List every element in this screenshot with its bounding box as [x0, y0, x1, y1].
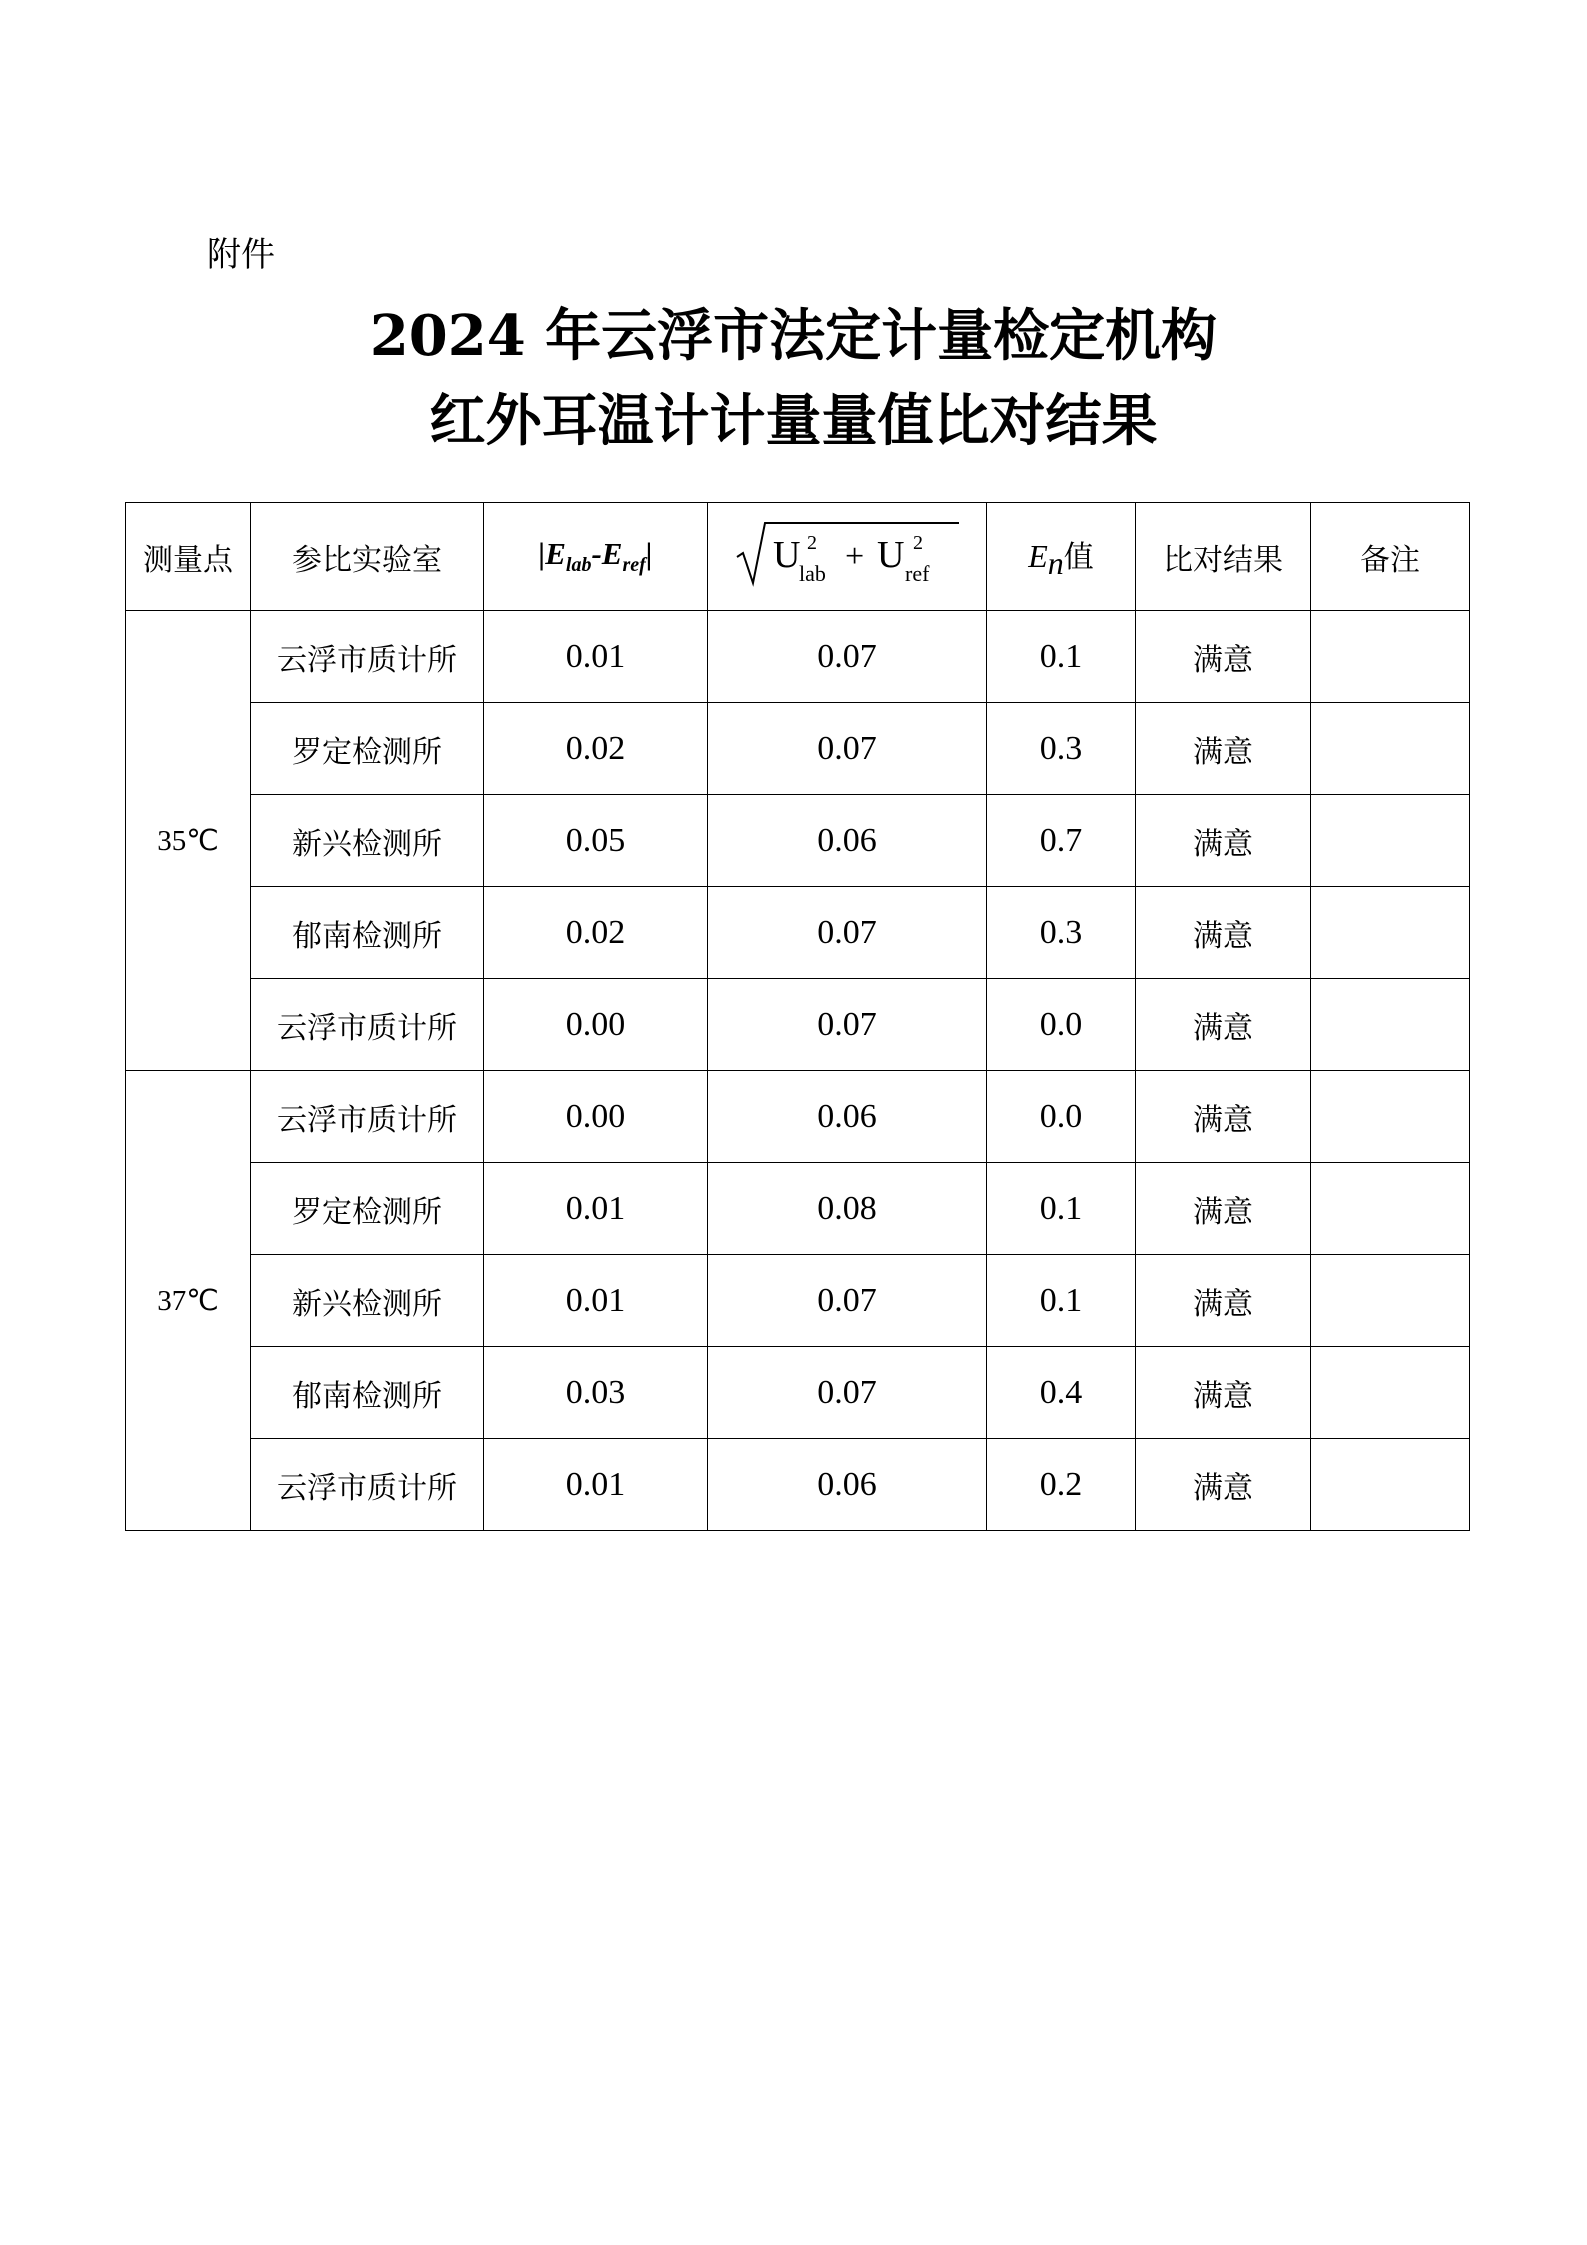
document-title-line-1: 2024 年云浮市法定计量检定机构	[369, 303, 1218, 369]
abs-diff-cell: 0.01	[484, 611, 708, 703]
en-value-cell: 0.7	[987, 795, 1136, 887]
result-cell: 满意	[1136, 611, 1311, 703]
abs-difference-formula: $|E_{lab}-E_{ref}|$	[538, 535, 653, 577]
en-value-cell: 0.1	[987, 1255, 1136, 1347]
header-reference-lab: 参比实验室	[251, 503, 484, 611]
table-row	[126, 1439, 1470, 1531]
lab-name-cell: 云浮市质计所	[251, 1071, 484, 1163]
table-row	[126, 795, 1470, 887]
comparison-results-table	[125, 502, 1470, 1531]
en-value-cell: 0.1	[987, 1163, 1136, 1255]
table-row	[126, 703, 1470, 795]
abs-diff-cell: 0.01	[484, 1439, 708, 1531]
svg-text:+: +	[845, 537, 865, 575]
lab-name-cell: 新兴检测所	[251, 1255, 484, 1347]
lab-name-cell: 新兴检测所	[251, 795, 484, 887]
remark-cell	[1311, 1163, 1470, 1255]
table-row	[126, 979, 1470, 1071]
document-title-line-2: 红外耳温计计量量值比对结果	[429, 388, 1158, 454]
table-row	[126, 887, 1470, 979]
result-cell: 满意	[1136, 887, 1311, 979]
attachment-label: 附件	[207, 235, 275, 275]
en-value-cell: 0.0	[987, 1071, 1136, 1163]
measurement-point-37: 37℃	[126, 1071, 251, 1531]
uncertainty-cell: 0.06	[708, 1439, 987, 1531]
header-remark: 备注	[1311, 503, 1470, 611]
en-value-cell: 0.2	[987, 1439, 1136, 1531]
remark-cell	[1311, 1347, 1470, 1439]
lab-name-cell: 云浮市质计所	[251, 1439, 484, 1531]
abs-diff-cell: 0.02	[484, 703, 708, 795]
svg-text:U: U	[877, 533, 905, 576]
abs-diff-cell: 0.01	[484, 1255, 708, 1347]
en-value-cell: 0.1	[987, 611, 1136, 703]
remark-cell	[1311, 703, 1470, 795]
remark-cell	[1311, 1439, 1470, 1531]
uncertainty-cell: 0.07	[708, 1255, 987, 1347]
lab-name-cell: 郁南检测所	[251, 1347, 484, 1439]
header-measurement-point: 测量点	[126, 503, 251, 611]
lab-name-cell: 云浮市质计所	[251, 979, 484, 1071]
uncertainty-cell: 0.07	[708, 1347, 987, 1439]
svg-text:ref: ref	[905, 560, 930, 586]
result-cell: 满意	[1136, 1071, 1311, 1163]
table-row	[126, 1163, 1470, 1255]
result-cell: 满意	[1136, 1439, 1311, 1531]
table-row	[126, 611, 1470, 703]
uncertainty-cell: 0.07	[708, 887, 987, 979]
uncertainty-cell: 0.06	[708, 795, 987, 887]
result-cell: 满意	[1136, 703, 1311, 795]
header-abs-difference	[484, 503, 708, 611]
abs-diff-cell: 0.03	[484, 1347, 708, 1439]
uncertainty-cell: 0.08	[708, 1163, 987, 1255]
header-combined-uncertainty	[708, 503, 987, 611]
table-row	[126, 1071, 1470, 1163]
en-value-cell: 0.4	[987, 1347, 1136, 1439]
header-comparison-result: 比对结果	[1136, 503, 1311, 611]
abs-diff-cell: 0.00	[484, 1071, 708, 1163]
abs-diff-cell: 0.00	[484, 979, 708, 1071]
result-cell: 满意	[1136, 795, 1311, 887]
remark-cell	[1311, 795, 1470, 887]
uncertainty-cell: 0.06	[708, 1071, 987, 1163]
table-row	[126, 1255, 1470, 1347]
abs-diff-cell: 0.05	[484, 795, 708, 887]
table-header-row	[126, 503, 1470, 611]
header-en-value: $E_n$值	[987, 503, 1136, 611]
en-value-cell: 0.0	[987, 979, 1136, 1071]
svg-text:2: 2	[807, 531, 817, 554]
uncertainty-cell: 0.07	[708, 979, 987, 1071]
abs-diff-cell: 0.01	[484, 1163, 708, 1255]
remark-cell	[1311, 979, 1470, 1071]
svg-text:U: U	[773, 533, 801, 576]
remark-cell	[1311, 1255, 1470, 1347]
lab-name-cell: 郁南检测所	[251, 887, 484, 979]
svg-text:lab: lab	[799, 560, 826, 586]
remark-cell	[1311, 887, 1470, 979]
svg-text:2: 2	[913, 531, 923, 554]
result-cell: 满意	[1136, 1347, 1311, 1439]
remark-cell	[1311, 1071, 1470, 1163]
en-value-cell: 0.3	[987, 887, 1136, 979]
abs-diff-cell: 0.02	[484, 887, 708, 979]
result-cell: 满意	[1136, 979, 1311, 1071]
uncertainty-cell: 0.07	[708, 703, 987, 795]
measurement-point-35: 35℃	[126, 611, 251, 1071]
result-cell: 满意	[1136, 1163, 1311, 1255]
remark-cell	[1311, 611, 1470, 703]
sqrt-uncertainty-formula	[733, 517, 961, 589]
en-value-cell: 0.3	[987, 703, 1136, 795]
lab-name-cell: 罗定检测所	[251, 703, 484, 795]
result-cell: 满意	[1136, 1255, 1311, 1347]
lab-name-cell: 云浮市质计所	[251, 611, 484, 703]
table-row	[126, 1347, 1470, 1439]
lab-name-cell: 罗定检测所	[251, 1163, 484, 1255]
uncertainty-cell: 0.07	[708, 611, 987, 703]
